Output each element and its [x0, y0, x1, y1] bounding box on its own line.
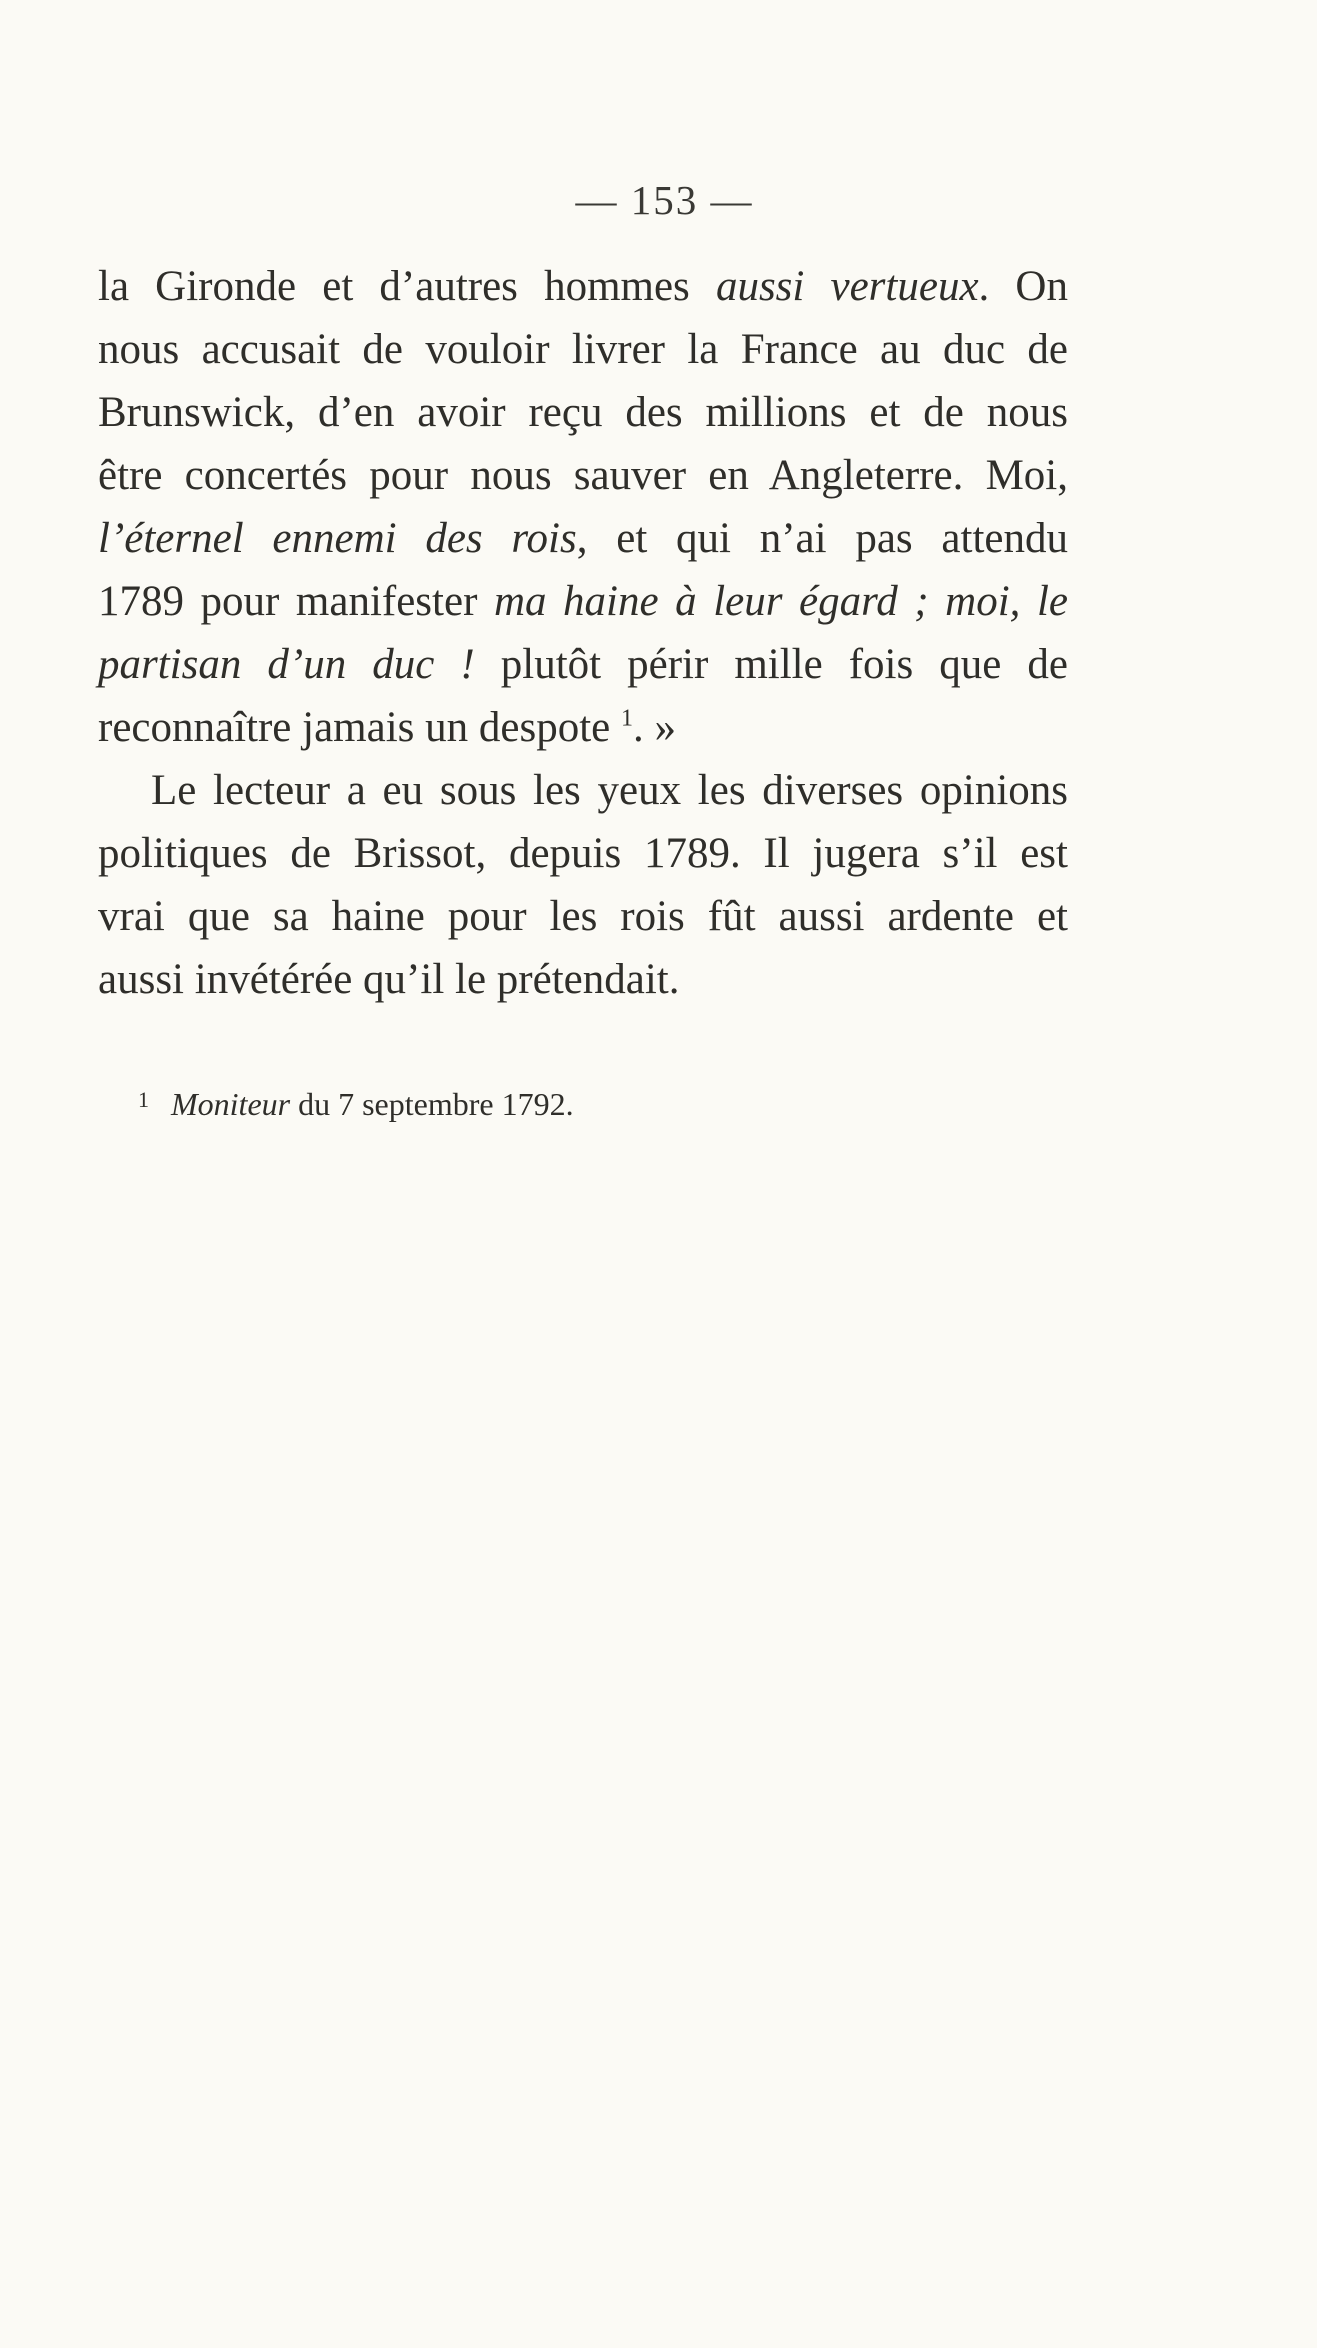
text-run: . »: [632, 704, 676, 751]
text-line: nous accusait de vouloir livrer la France au duc de: [98, 326, 1068, 373]
text-line: vrai que sa haine pour les rois fût aussi ardente et: [98, 893, 1068, 940]
text-run: reconnaître jamais un despote: [98, 704, 611, 751]
text-line: Brunswick, d’en avoir reçu des millions et de nous: [98, 389, 1068, 436]
italic-run: partisan d’un duc !: [98, 641, 475, 688]
text-run: . On: [978, 263, 1068, 310]
text-run: plutôt périr mille fois que de: [474, 641, 1068, 688]
italic-run: ma haine à leur égard ; moi, le: [493, 578, 1068, 625]
text-line: [98, 696, 1068, 759]
footnote: [138, 1080, 1038, 1124]
text-run: 1789 pour manifester: [98, 578, 494, 625]
italic-run: l’éternel ennemi des rois: [98, 515, 577, 562]
text-line: politiques de Brissot, depuis 1789. Il jugera s’il est: [98, 830, 1068, 877]
text-line: aussi invétérée qu’il le prétendait.: [98, 956, 680, 1003]
italic-run: aussi vertueux: [715, 263, 979, 310]
text-line: Le lecteur a eu sous les yeux les diverses opinions: [151, 767, 1068, 814]
text-line: [98, 255, 1068, 318]
page-number: — 153 —: [575, 177, 754, 223]
footnote-mark: 1: [138, 1087, 149, 1112]
body-text: [98, 255, 1068, 1011]
text-line: être concertés pour nous sauver en Angleterre. Moi,: [98, 452, 1068, 499]
text-line: [98, 633, 1068, 696]
text-line: [98, 570, 1068, 633]
text-line: [98, 507, 1068, 570]
footnote-source: Moniteur: [171, 1086, 291, 1122]
text-run: la Gironde et d’autres hommes: [98, 263, 716, 310]
text-run: , et qui n’ai pas attendu: [576, 515, 1068, 562]
footnote-text: du 7 septembre 1792.: [290, 1086, 574, 1122]
footnote-reference: 1: [620, 705, 633, 732]
